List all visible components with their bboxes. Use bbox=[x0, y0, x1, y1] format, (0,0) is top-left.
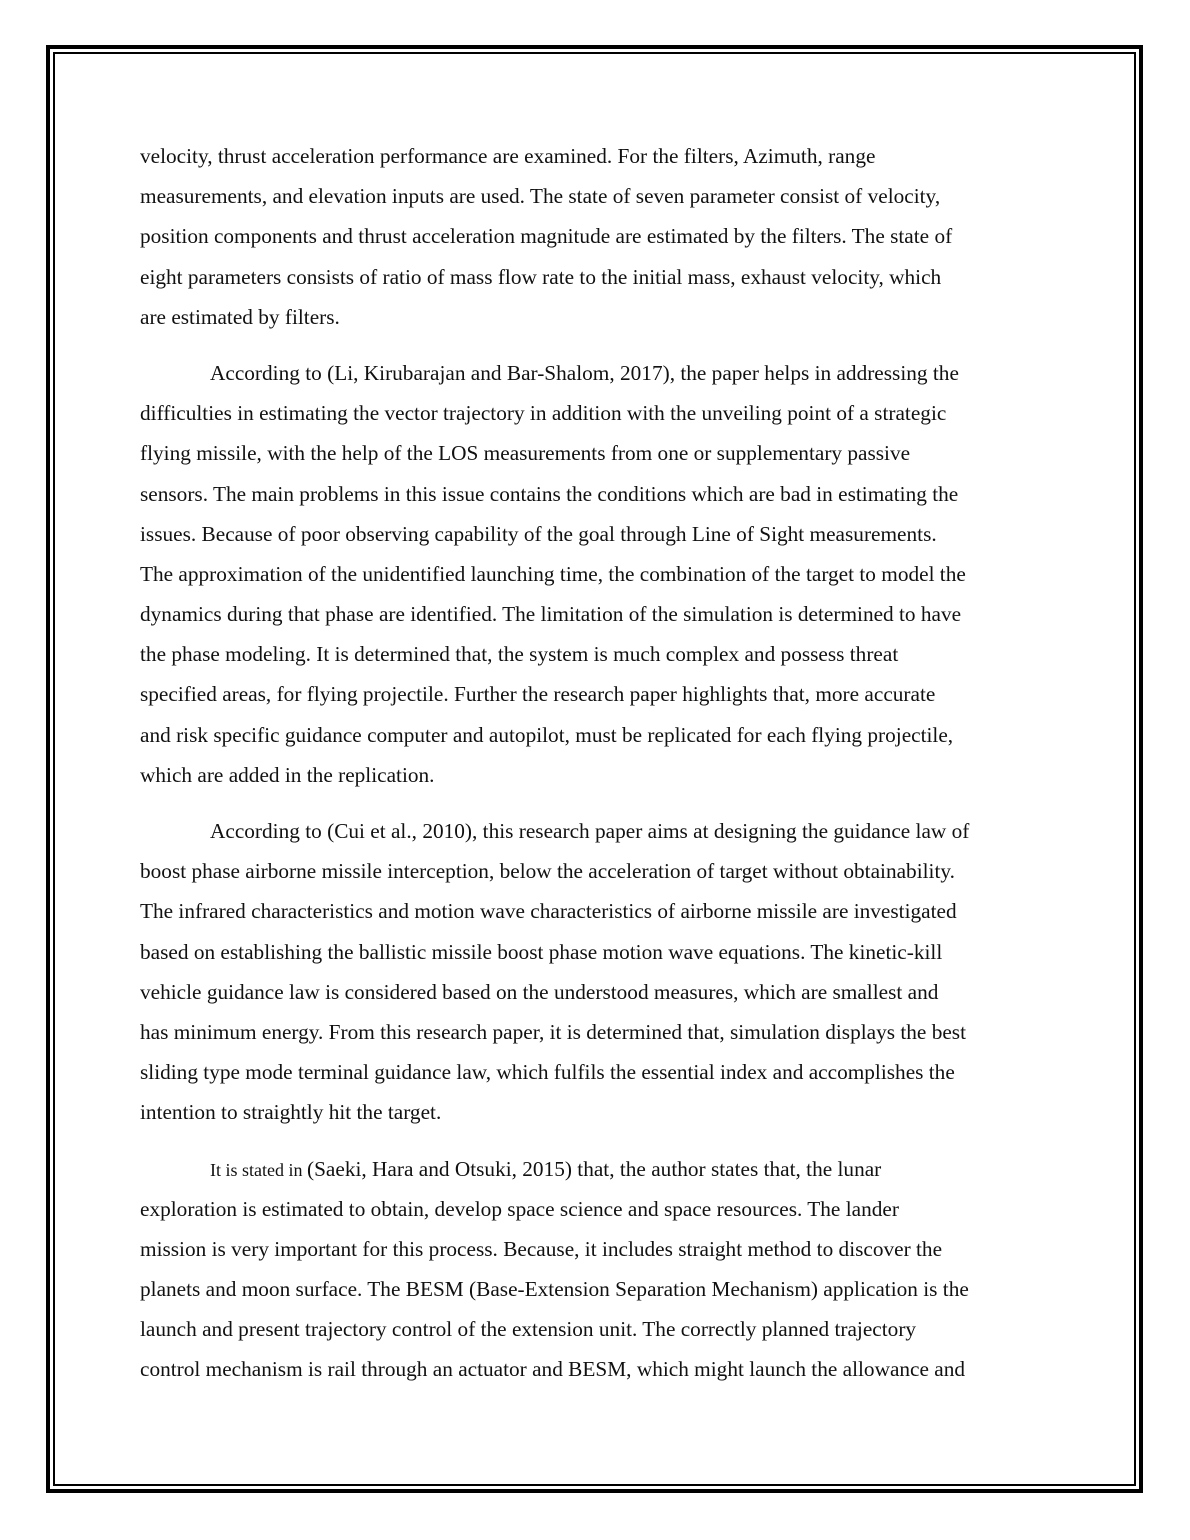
text-line: based on establishing the ballistic missile boost phase motion wave equations. The kinetic-kill bbox=[140, 939, 943, 964]
text-line: boost phase airborne missile interception, below the acceleration of target without obtainability. bbox=[140, 859, 955, 884]
text-line-content: According to (Cui et al., 2010), this research paper aims at designing the guidance law of bbox=[210, 819, 970, 843]
text-line: sensors. The main problems in this issue contains the conditions which are bad in estimating the bbox=[140, 481, 959, 506]
text-line: specified areas, for flying projectile. Further the research paper highlights that, more accurate bbox=[140, 682, 936, 707]
text-line-content: According to (Li, Kirubarajan and Bar-Shalom, 2017), the paper helps in addressing the bbox=[210, 360, 959, 385]
text-line: flying missile, with the help of the LOS measurements from one or supplementary passive bbox=[140, 441, 911, 466]
text-line: the phase modeling. It is determined that, the system is much complex and possess threat bbox=[140, 642, 899, 667]
text-line: has minimum energy. From this research paper, it is determined that, simulation displays the best bbox=[140, 1019, 967, 1044]
text-line: position components and thrust acceleration magnitude are estimated by the filters. The state of bbox=[140, 224, 953, 249]
text-line: measurements, and elevation inputs are used. The state of seven parameter consist of velocity, bbox=[140, 184, 941, 209]
text-line: mission is very important for this process. Because, it includes straight method to discover the bbox=[140, 1236, 943, 1261]
text-line: The approximation of the unidentified launching time, the combination of the target to model the bbox=[140, 561, 966, 586]
document-body bbox=[140, 136, 1060, 1406]
text-line: issues. Because of poor observing capability of the goal through Line of Sight measurements. bbox=[140, 521, 937, 546]
text-line: difficulties in estimating the vector trajectory in addition with the unveiling point of a strategic bbox=[140, 401, 947, 426]
text-line: vehicle guidance law is considered based on the understood measures, which are smallest and bbox=[140, 979, 939, 1004]
text-line: dynamics during that phase are identified. The limitation of the simulation is determined to have bbox=[140, 602, 962, 627]
text-line: and risk specific guidance computer and autopilot, must be replicated for each flying projectile, bbox=[140, 722, 954, 747]
text-line: The infrared characteristics and motion wave characteristics of airborne missile are investigated bbox=[140, 899, 957, 924]
text-line bbox=[140, 353, 1060, 393]
paragraph-4 bbox=[140, 1149, 1060, 1390]
text-line-content: (Saeki, Hara and Otsuki, 2015) that, the author states that, the lunar bbox=[307, 1156, 882, 1181]
text-line bbox=[140, 811, 1060, 851]
text-line: velocity, thrust acceleration performance are examined. For the filters, Azimuth, range bbox=[140, 144, 876, 168]
text-line: intention to straightly hit the target. bbox=[140, 1100, 442, 1125]
text-line: exploration is estimated to obtain, develop space science and space resources. The lander bbox=[140, 1196, 899, 1221]
paragraph-lead-text: It is stated in bbox=[210, 1159, 307, 1180]
text-line: sliding type mode terminal guidance law, which fulfils the essential index and accomplishes the bbox=[140, 1060, 955, 1085]
paragraph-1 bbox=[140, 136, 1060, 337]
paragraph-2 bbox=[140, 353, 1060, 795]
text-line: eight parameters consists of ratio of mass flow rate to the initial mass, exhaust velocity, which bbox=[140, 264, 942, 289]
text-line: control mechanism is rail through an actuator and BESM, which might launch the allowance and bbox=[140, 1357, 966, 1382]
text-line: are estimated by filters. bbox=[140, 304, 340, 329]
paragraph-3 bbox=[140, 811, 1060, 1133]
text-line: which are added in the replication. bbox=[140, 762, 435, 787]
text-line: planets and moon surface. The BESM (Base-Extension Separation Mechanism) application is the bbox=[140, 1277, 969, 1302]
text-line bbox=[140, 1149, 1060, 1189]
text-line: launch and present trajectory control of the extension unit. The correctly planned trajectory bbox=[140, 1317, 917, 1342]
